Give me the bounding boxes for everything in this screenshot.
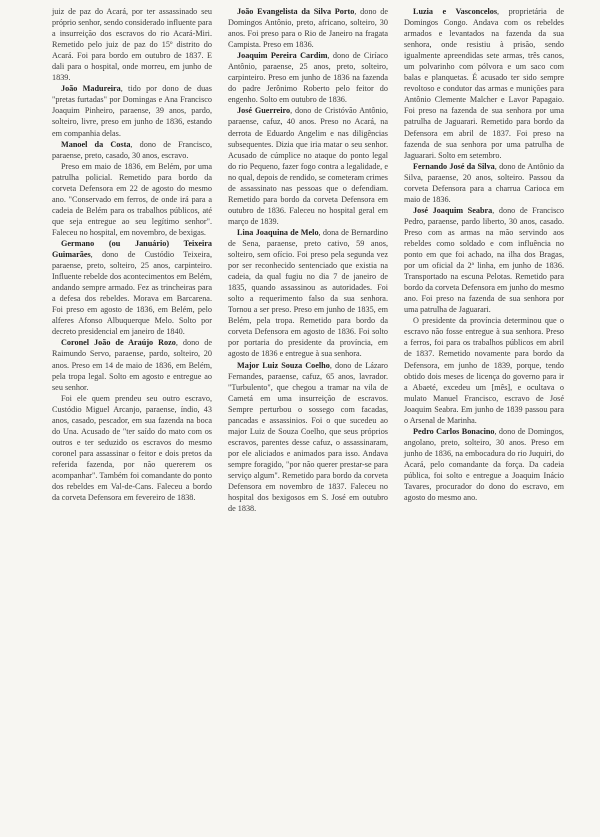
owner-name: Fernando José da Silva (413, 161, 495, 171)
paragraph: José Guerreiro, dono de Cristóvão Antônio, paraense, cafuz, 40 anos. Preso no Acará, na derrota de Eduardo Angelim e nas diligências subsequentes. Dizia que iria matar o seu senhor. Acusado de cúmplice no ataque do ponto legal do rio Pequeno, fazer fogo contra a legalidade, e no qual, depois de rendido, se cometeram crimes de assassinato nas pessoas que o defendiam. Remetido para bordo da corveta Defensora em outubro de 1836. Faleceu no hospital geral em março de 1839. (228, 106, 388, 226)
owner-name: João Evangelista da Silva Porto (237, 7, 355, 16)
paragraph: Germano (ou Januário) Teixeira Guimarães, dono de Custódio Teixeira, paraense, preto, solteiro, 25 anos, carpinteiro. Influente rebelde dos acontecimentos em Belém, andando sempre armado. Fez as trincheiras para a defesa dos rebeldes. Morava em Barcarena. Foi preso em agosto de 1836, em Belém, pelo alferes Afonso Albuquerque Melo. Solto por decreto presidencial em janeiro de 1840. (52, 238, 212, 337)
paragraph: Coronel João de Araújo Rozo, dono de Raimundo Servo, paraense, pardo, solteiro, 20 anos. Preso em 14 de maio de 1836, em Belém, pela tropa legal. Solto em agosto e entregue ao seu senhor. (52, 338, 212, 392)
text-column-2 (228, 6, 388, 806)
paragraph: O presidente da província determinou que o escravo não fosse entregue à sua senhora. Preso a ferros, foi para os trabalhos públicos em abril de 1837. Remetido novamente para bordo da Defensora, em junho de 1839, porque, tendo obtido dois meses de licença do governo para ir a Abaeté, excedeu um [mês], e ocultava o mulato Manuel Francisco, escravo de José Joaquim Seabra. Em junho de 1839 passou para o Arsenal de Marinha. (404, 316, 564, 425)
paragraph: João Evangelista da Silva Porto, dono de Domingos Antônio, preto, africano, solteiro, 30 anos. Foi preso para o Rio de Janeiro na fragata Campista. Preso em 1836. (228, 7, 388, 50)
owner-name: Lina Joaquina de Melo (237, 227, 319, 237)
owner-name: Major Luiz Souza Coelho (237, 360, 330, 370)
paragraph: José Joaquim Seabra, dono de Francisco Pedro, paraense, pardo liberto, 30 anos, casado. Preso com as armas na mão servindo aos rebeldes como soldado e com influência no ponto em que foi achado, na ilha dos Bragas, por um oficial da 2ª linha, em junho de 1836. Transportado na escuna Pelotas. Remetido para bordo da corveta Defensora em junho do mesmo ano. Foi preso na fazenda de sua senhora por uma patrulha de Jaguarari. (404, 205, 565, 315)
paragraph: Manoel da Costa, dono de Francisco, paraense, preto, casado, 30 anos, escravo. (52, 139, 213, 160)
owner-name: Joaquim Pereira Cardim (237, 51, 328, 61)
owner-name: José Joaquim Seabra (413, 205, 493, 215)
paragraph: Fernando José da Silva, dono de Antônio da Silva, paraense, 20 anos, solteiro. Passou da corveta Defensora para a charrua Carioca em maio de 1836. (404, 161, 564, 204)
paragraph: Joaquim Pereira Cardim, dono de Ciríaco Antônio, paraense, 25 anos, preto, solteiro, carpinteiro. Preso em junho de 1836 na fazenda do padre Jerônimo Roberto pelo feitor do engenho. Solto em outubro de 1836. (228, 51, 389, 105)
paragraph: João Madureira, tido por dono de duas "pretas furtadas" por Domingas e Ana Francisco Joaquim Pinheiro, paraense, 39 anos, pardo, solteiro, livre, preso em junho de 1836, estando em companhia delas. (52, 84, 212, 138)
text-column-3 (404, 6, 564, 806)
paragraph: Major Luiz Souza Coelho, dono de Lázaro Fernandes, paraense, cafuz, 65 anos, lavrador. "Turbulento", que chegou a tramar na vila de Cametá em uma insurreição de escravos. Sempre perturbou o sossego com facadas, pancadas e assassinios. Foi o que sucedeu ao major Luiz de Souza Coelho, que seus próprios escravos, parentes desse cafuz, o assassinaram, por ele aliciados e animados para isso. Andava sempre foragido, "por não querer prestar-se para serviço algum". Remetido para bordo da corveta Defensora em novembro de 1837. Faleceu no hospital dos bexigosos em S. José em outubro de 1838. (228, 360, 389, 514)
owner-name: Manoel da Costa (61, 139, 131, 149)
owner-name: Pedro Carlos Bonacino (413, 426, 495, 436)
text-column-1 (52, 6, 212, 806)
owner-name: Luzia e Vasconcelos (413, 7, 498, 16)
owner-name: Coronel João de Araújo Rozo (61, 338, 176, 348)
owner-name: João Madureira (61, 84, 121, 94)
paragraph: Pedro Carlos Bonacino, dono de Domingos, angolano, preto, solteiro, 30 anos. Preso em junho de 1836, na embocadura do rio Juquiri, do Acará, pelo comandante da força. Da cadeia pública, foi solto e entregue a Joaquim Inácio Tavares, procurador do dono do escravo, em agosto do mesmo ano. (404, 426, 564, 503)
paragraph: Lina Joaquina de Melo, dona de Bernardino de Sena, paraense, preto cativo, 59 anos, solteiro, sem ofício. Foi preso pela segunda vez por ser reconhecido sentenciado que existia na cadeia, da qual fugiu no dia 7 de janeiro de 1835, quando assassinou as autoridades. Foi solto a requerimento falso da sua senhora. Tornou a ser preso. Preso em junho de 1835, em Belém, pela tropa. Remetido para bordo da corveta Defensora em agosto de 1836. Foi solto por portaria do presidente da província, em agosto de 1836 e entregue à sua senhora. (228, 227, 388, 359)
owner-name: José Guerreiro (237, 106, 291, 116)
owner-name: Germano (ou Januário) Teixeira Guimarães (52, 238, 212, 260)
paragraph: Luzia e Vasconcelos, proprietária de Domingos Congo. Andava com os rebeldes armados e levantados na fazenda da sua senhora, onde resistiu à prisão, sendo igualmente apreendidas sete armas, três canos, um polvarinho com pólvora e um saco com balas e planquetas. É acusado ter sido sempre revoltoso e condutor das armas e munições para Antônio Clemente Malcher e Lavor Papagaio. Foi preso na fazenda de sua senhora por uma patrulha de Jaguarari. Remetido para bordo da Defensora em abril de 1837. Foi preso na fazenda de sua senhora por uma patrulha de Jaguarari. Solto em setembro. (404, 7, 565, 160)
document-page (52, 6, 564, 806)
paragraph: Foi ele quem prendeu seu outro escravo, Custódio Miguel Arcanjo, paraense, índio, 43 anos, casado, pescador, em sua fazenda na boca do Una. Acusado de "ter saído do mato com os outros e ter seduzido os escravos do mesmo coronel para assassinar o feitor e dois pretos da referida fazenda, por não quererem os acompanhar". Também foi comandante do ponto dos rebeldes em Val-de-Cans. Faleceu a bordo da corveta Defensora em fevereiro de 1838. (52, 393, 212, 503)
paragraph: Preso em maio de 1836, em Belém, por uma patrulha policial. Remetido para bordo da corveta Defensora em 22 de agosto do mesmo ano. "Conservado em ferros, de onde irá para a cadeia de Belém para os trabalhos públicos, até que seja entregue ao seu legítimo senhor". Faleceu no hospital, em novembro, de bexigas. (52, 161, 212, 237)
paragraph: juiz de paz do Acará, por ter assassinado seu próprio senhor, sendo considerado influente para a insurreição dos escravos do rio Acará-Miri. Remetido pelo juiz de paz do 15º distrito do Acará. Foi para bordo em outubro de 1837. E dali para o hospital, onde morreu, em junho de 1839. (52, 7, 212, 83)
